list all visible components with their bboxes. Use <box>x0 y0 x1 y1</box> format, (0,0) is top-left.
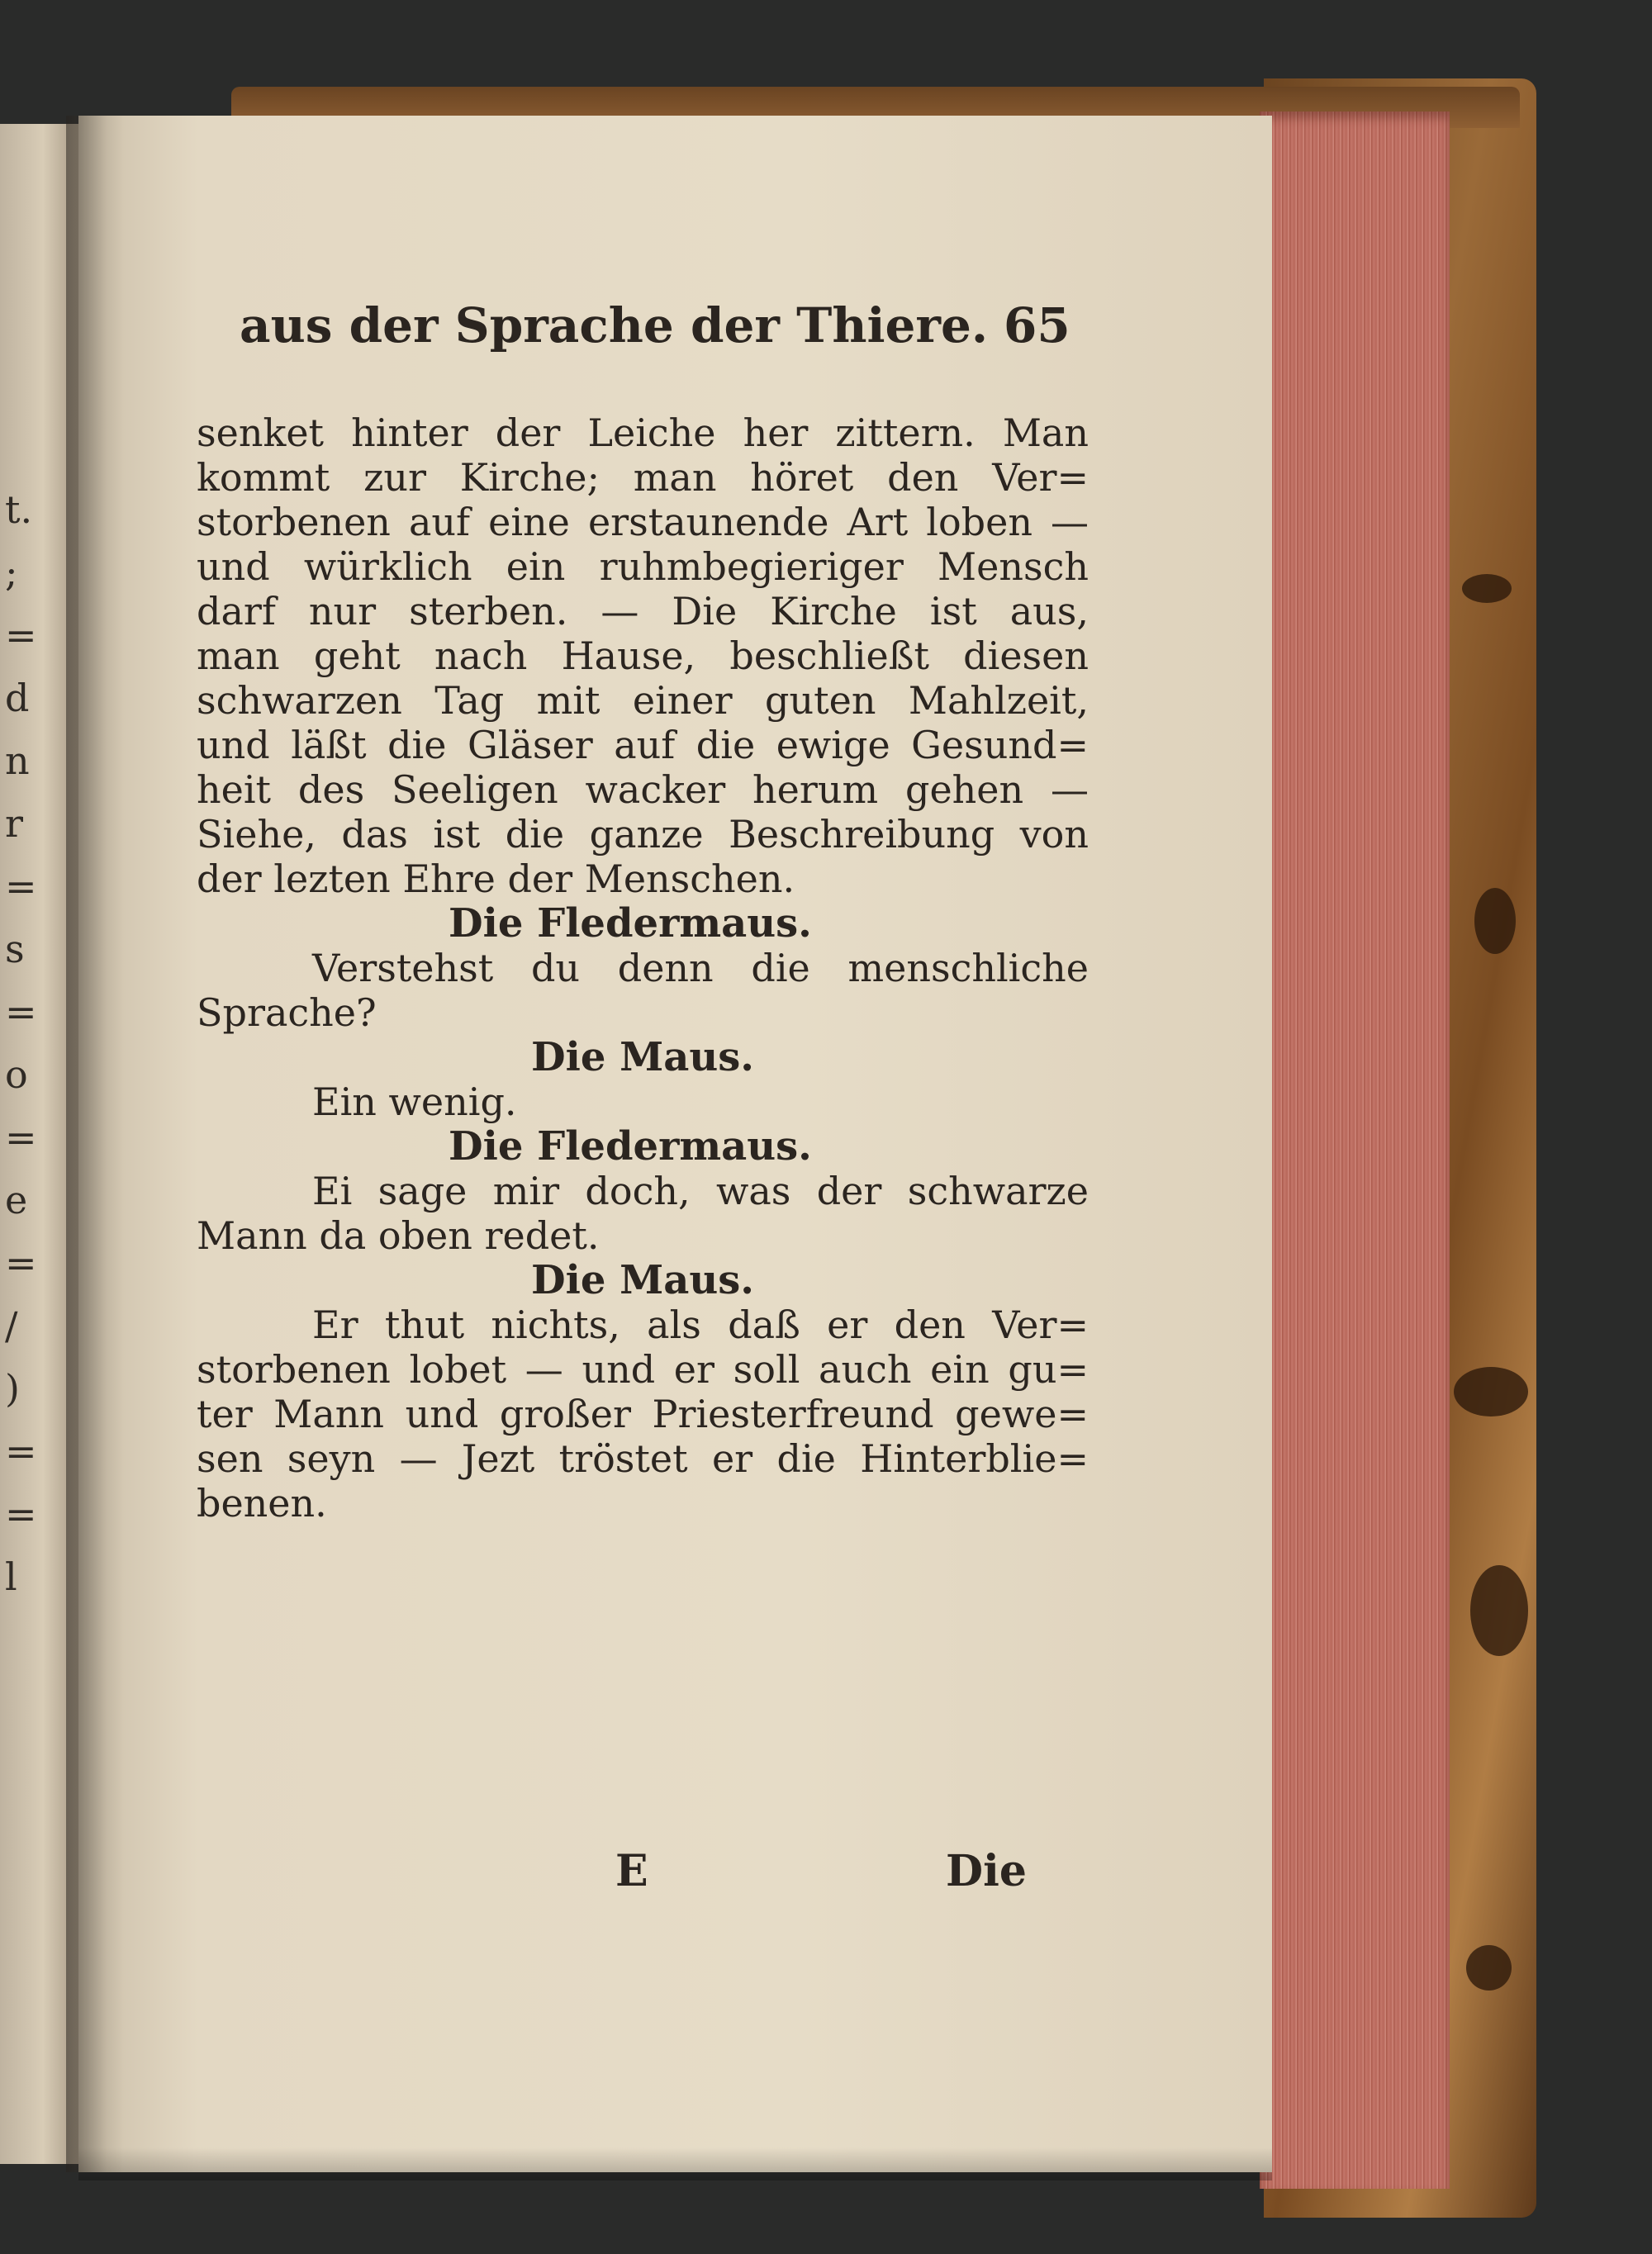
left-page-glyph: / <box>5 1303 18 1348</box>
speaker-heading: Die Fledermaus. <box>449 1123 812 1170</box>
signature-mark: E <box>615 1846 648 1896</box>
left-page-glyph: s <box>5 927 25 971</box>
left-page-glyph: t. <box>5 487 33 532</box>
text-line: Ei sage mir doch, was der schwarze <box>312 1169 1089 1213</box>
left-page-glyph: d <box>5 676 30 720</box>
text-line: Ein wenig. <box>312 1080 517 1124</box>
text-line: senket hinter der Leiche her zittern. Man <box>197 410 1089 455</box>
text-line: heit des Seeligen wacker herum gehen — <box>197 767 1089 812</box>
left-page-glyph: ; <box>5 550 18 595</box>
text-line: ter Mann und großer Priesterfreund gewe= <box>197 1392 1089 1436</box>
speaker-heading: Die Maus. <box>531 1034 754 1080</box>
text-line: sen seyn — Jezt tröstet er die Hinterblie= <box>197 1436 1089 1481</box>
text-line: und würklich ein ruhmbegieriger Mensch <box>197 544 1089 589</box>
speaker-heading: Die Maus. <box>531 1257 754 1303</box>
left-page-glyph: l <box>5 1554 17 1599</box>
text-line: Mann da oben redet. <box>197 1213 600 1258</box>
left-page-glyph: n <box>5 738 30 783</box>
speaker-heading: Die Fledermaus. <box>449 900 812 947</box>
text-line: kommt zur Kirche; man höret den Ver= <box>197 455 1089 500</box>
page-edges <box>1260 112 1450 2189</box>
left-page-glyph: = <box>5 1115 37 1160</box>
text-line: der lezten Ehre der Menschen. <box>197 857 795 901</box>
running-head: aus der Sprache der Thiere. <box>240 297 989 354</box>
text-line: darf nur sterben. — Die Kirche ist aus, <box>197 589 1089 633</box>
text-line: Siehe, das ist die ganze Beschreibung von <box>197 812 1089 857</box>
left-page-glyph: ) <box>5 1366 20 1411</box>
left-page-glyph: = <box>5 1492 37 1536</box>
left-page-glyph: e <box>5 1178 28 1222</box>
text-line: storbenen lobet — und er soll auch ein gu= <box>197 1347 1089 1392</box>
text-line: und läßt die Gläser auf die ewige Gesund= <box>197 723 1089 767</box>
left-page-glyph: = <box>5 1241 37 1285</box>
left-page-glyph: = <box>5 1429 37 1473</box>
text-line: man geht nach Hause, beschließt diesen <box>197 633 1089 678</box>
page-number: 65 <box>1004 297 1070 354</box>
left-page-glyph: o <box>5 1052 28 1097</box>
text-line: benen. <box>197 1481 327 1526</box>
text-line: Sprache? <box>197 990 377 1035</box>
left-page-glyph: r <box>5 801 23 846</box>
left-page-glyph: = <box>5 613 37 657</box>
left-page-glyph: = <box>5 989 37 1034</box>
catchword: Die <box>946 1846 1027 1896</box>
left-page-glyph: = <box>5 864 37 909</box>
body-text <box>197 410 1089 1526</box>
text-line: Er thut nichts, als daß er den Ver= <box>312 1303 1089 1347</box>
text-line: storbenen auf eine erstaunende Art loben — <box>197 500 1089 544</box>
text-line: schwarzen Tag mit einer guten Mahlzeit, <box>197 678 1089 723</box>
gutter-shadow <box>66 116 124 2172</box>
text-line: Verstehst du denn die menschliche <box>312 946 1089 990</box>
